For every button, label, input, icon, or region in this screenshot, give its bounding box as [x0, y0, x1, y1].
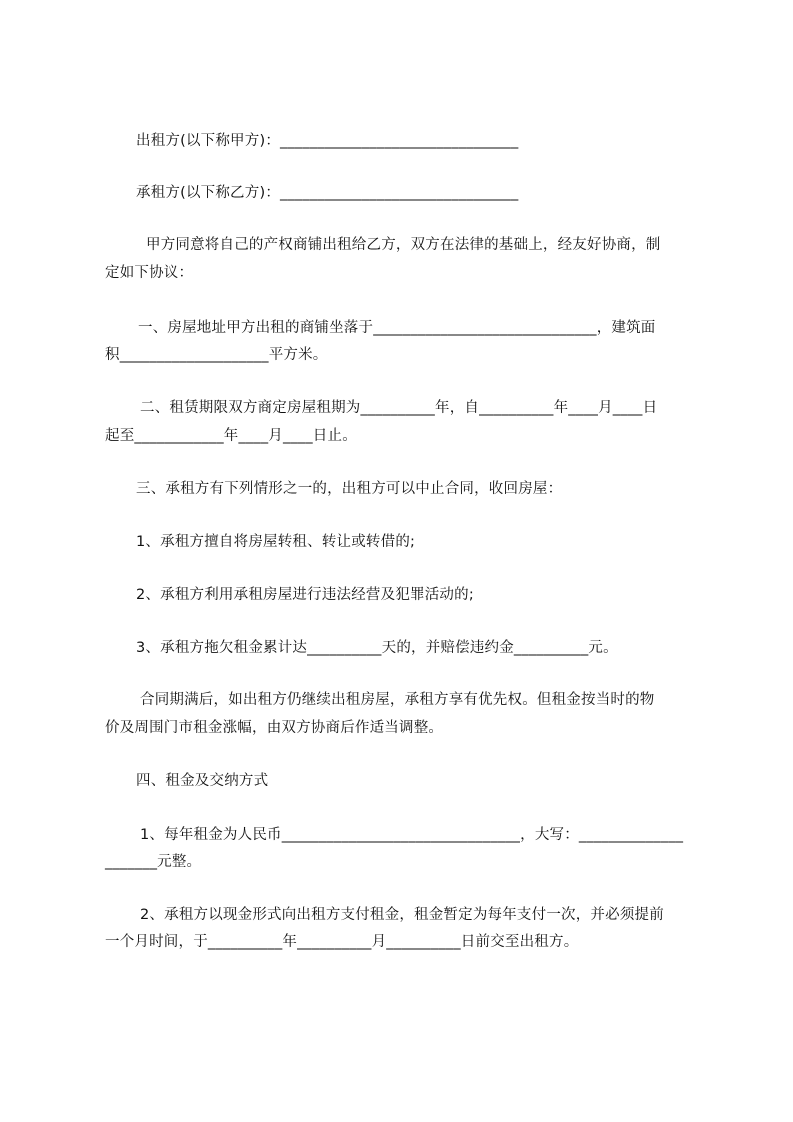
clause-4-item-1-line-1: 1、每年租金为人民币________________________________，大写：______________: [140, 827, 684, 843]
clause-3-heading: 三、承租方有下列情形之一的，出租方可以中止合同，收回房屋：: [136, 481, 563, 497]
clause-4-item-2-line-1: 2、承租方以现金形式向出租方支付租金，租金暂定为每年支付一次，并必须提前: [140, 907, 664, 923]
intro-line-2: 定如下协议：: [105, 265, 194, 281]
renewal-line-1: 合同期满后，如出租方仍继续出租房屋，承租方享有优先权。但租金按当时的物: [140, 692, 655, 708]
clause-1-line-2: 积____________________平方米。: [105, 347, 328, 363]
intro-line-1: 甲方同意将自己的产权商铺出租给乙方，双方在法律的基础上，经友好协商，制: [146, 237, 661, 253]
clause-3-item-1: 1、承租方擅自将房屋转租、转让或转借的;: [136, 534, 416, 550]
clause-4-heading: 四、租金及交纳方式: [136, 773, 269, 789]
lessee-line: 承租方(以下称乙方)：________________________________: [136, 185, 519, 201]
clause-1-line-1: 一、房屋地址甲方出租的商铺坐落于______________________________，建筑面: [138, 320, 656, 336]
clause-2-line-1: 二、租赁期限双方商定房屋租期为__________年，自__________年____月____日: [140, 400, 658, 416]
clause-3-item-3: 3、承租方拖欠租金累计达__________天的，并赔偿违约金__________元。: [136, 640, 618, 656]
lessor-line: 出租方(以下称甲方)：________________________________: [136, 133, 519, 149]
clause-4-item-1-line-2: _______元整。: [105, 854, 202, 870]
renewal-line-2: 价及周围门市租金涨幅，由双方协商后作适当调整。: [105, 720, 444, 736]
clause-3-item-2: 2、承租方利用承租房屋进行违法经营及犯罪活动的;: [136, 587, 474, 603]
clause-4-item-2-line-2: 一个月时间，于__________年__________月__________日前交至出租方。: [105, 934, 579, 950]
clause-2-line-2: 起至____________年____月____日止。: [105, 428, 357, 444]
